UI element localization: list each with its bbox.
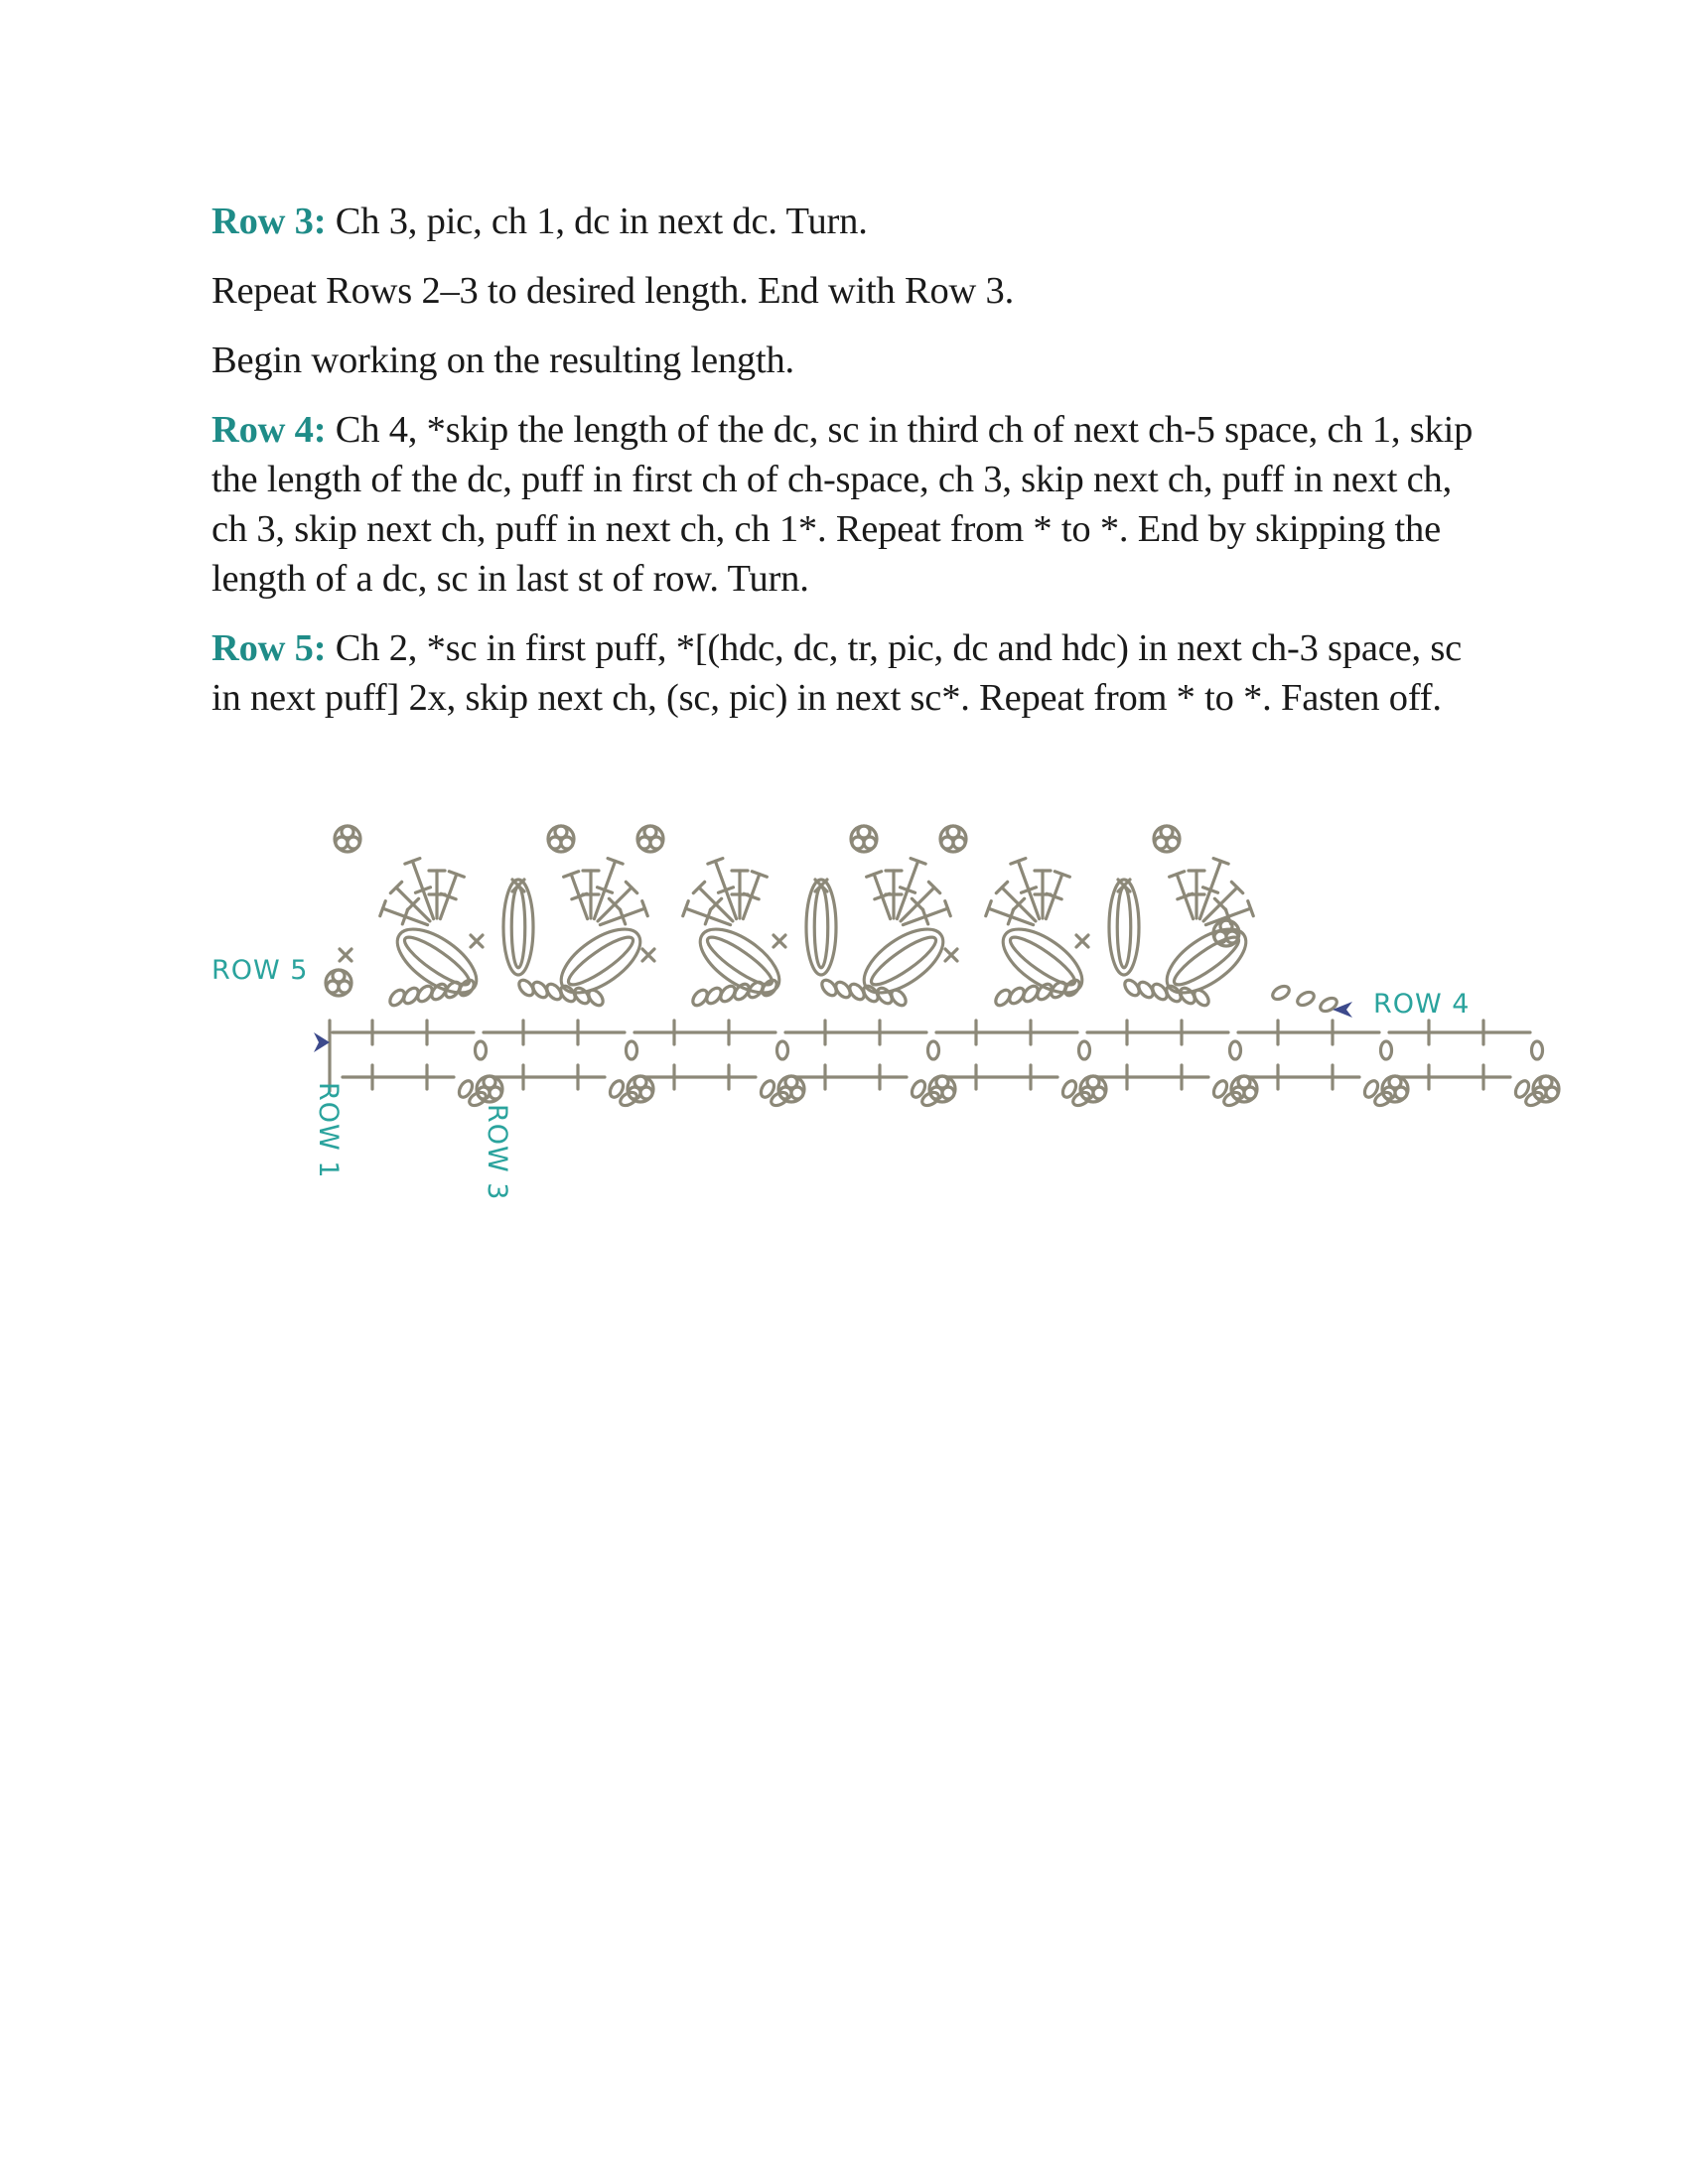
picot-icon <box>1533 1076 1559 1102</box>
puff-stitch-icon <box>503 880 533 975</box>
puff-stitch-icon <box>854 917 954 1006</box>
picot-icon <box>1154 826 1180 852</box>
row-3-tag: ROW 3 <box>482 1104 512 1201</box>
chain-stitch-icon <box>1381 1041 1392 1059</box>
row-4-text: Ch 4, *skip the length of the dc, sc in third ch of next ch-5 space, ch 1, skip the length of the dc, puff in first ch of ch-space, ch 3, skip next ch, puff in next ch, ch 3, skip next ch, puff in next ch, ch 1*. Repeat from * to *. End by skipping the length of a dc, sc in last st of row. Turn. <box>211 409 1474 600</box>
chain-stitch-icon <box>586 988 606 1009</box>
chain-stitch-icon <box>1192 988 1211 1009</box>
picot-icon <box>778 1076 804 1102</box>
chain-stitch-icon <box>1318 996 1338 1015</box>
row-5-label: Row 5: <box>211 627 327 669</box>
row-5-text: Ch 2, *sc in first puff, *[(hdc, dc, tr, pic, dc and hdc) in next ch-3 space, sc in next puff] 2x, skip next ch, (sc, pic) in next sc*. Repeat from * to *. Fasten off. <box>211 627 1463 719</box>
puff-stitch-icon <box>551 917 651 1006</box>
puff-stitch-icon <box>1157 917 1257 1006</box>
puff-stitch-inner <box>563 930 637 991</box>
row-1-tag: ROW 1 <box>313 1082 344 1179</box>
picot-icon <box>940 826 966 852</box>
picot-icon <box>335 826 360 852</box>
row-start-arrow-icon <box>314 1032 330 1052</box>
chain-stitch-icon <box>457 978 477 999</box>
puff-stitch-icon <box>806 880 836 975</box>
row-4-label: Row 4: <box>211 409 327 451</box>
chain-stitch-icon <box>1295 990 1316 1009</box>
chain-stitch-icon <box>1079 1041 1090 1059</box>
begin-text: Begin working on the resulting length. <box>211 340 794 381</box>
chain-stitch-icon <box>1532 1041 1543 1059</box>
repeat-text: Repeat Rows 2–3 to desired length. End with Row 3. <box>211 270 1015 312</box>
row-4-tag: ROW 4 <box>1373 989 1471 1020</box>
picot-icon <box>851 826 877 852</box>
puff-stitch-inner <box>1117 887 1131 968</box>
chain-stitch-icon <box>1230 1041 1241 1059</box>
picot-icon <box>477 1076 502 1102</box>
picot-icon <box>548 826 574 852</box>
picot-icon <box>1231 1076 1257 1102</box>
puff-stitch-inner <box>1169 930 1243 991</box>
row-3-label: Row 3: <box>211 201 327 242</box>
chain-stitch-icon <box>760 978 779 999</box>
chain-stitch-icon <box>1062 978 1082 999</box>
picot-icon <box>637 826 663 852</box>
picot-icon <box>1382 1076 1408 1102</box>
chain-stitch-icon <box>777 1041 788 1059</box>
chain-stitch-icon <box>476 1041 487 1059</box>
picot-icon <box>1213 920 1239 946</box>
puff-stitch-inner <box>511 887 525 968</box>
picot-icon <box>628 1076 653 1102</box>
row-5-tag: ROW 5 <box>211 955 309 986</box>
puff-stitch-inner <box>814 887 828 968</box>
puff-stitch-icon <box>1109 880 1139 975</box>
puff-stitch-inner <box>866 930 940 991</box>
chain-stitch-icon <box>1270 984 1291 1003</box>
chain-stitch-icon <box>928 1041 939 1059</box>
picot-icon <box>1080 1076 1106 1102</box>
picot-icon <box>929 1076 955 1102</box>
stitch-symbols <box>326 826 1559 1108</box>
row-3-text: Ch 3, pic, ch 1, dc in next dc. Turn. <box>326 201 868 242</box>
picot-icon <box>326 970 352 996</box>
chain-stitch-icon <box>889 988 909 1009</box>
chain-stitch-icon <box>627 1041 637 1059</box>
